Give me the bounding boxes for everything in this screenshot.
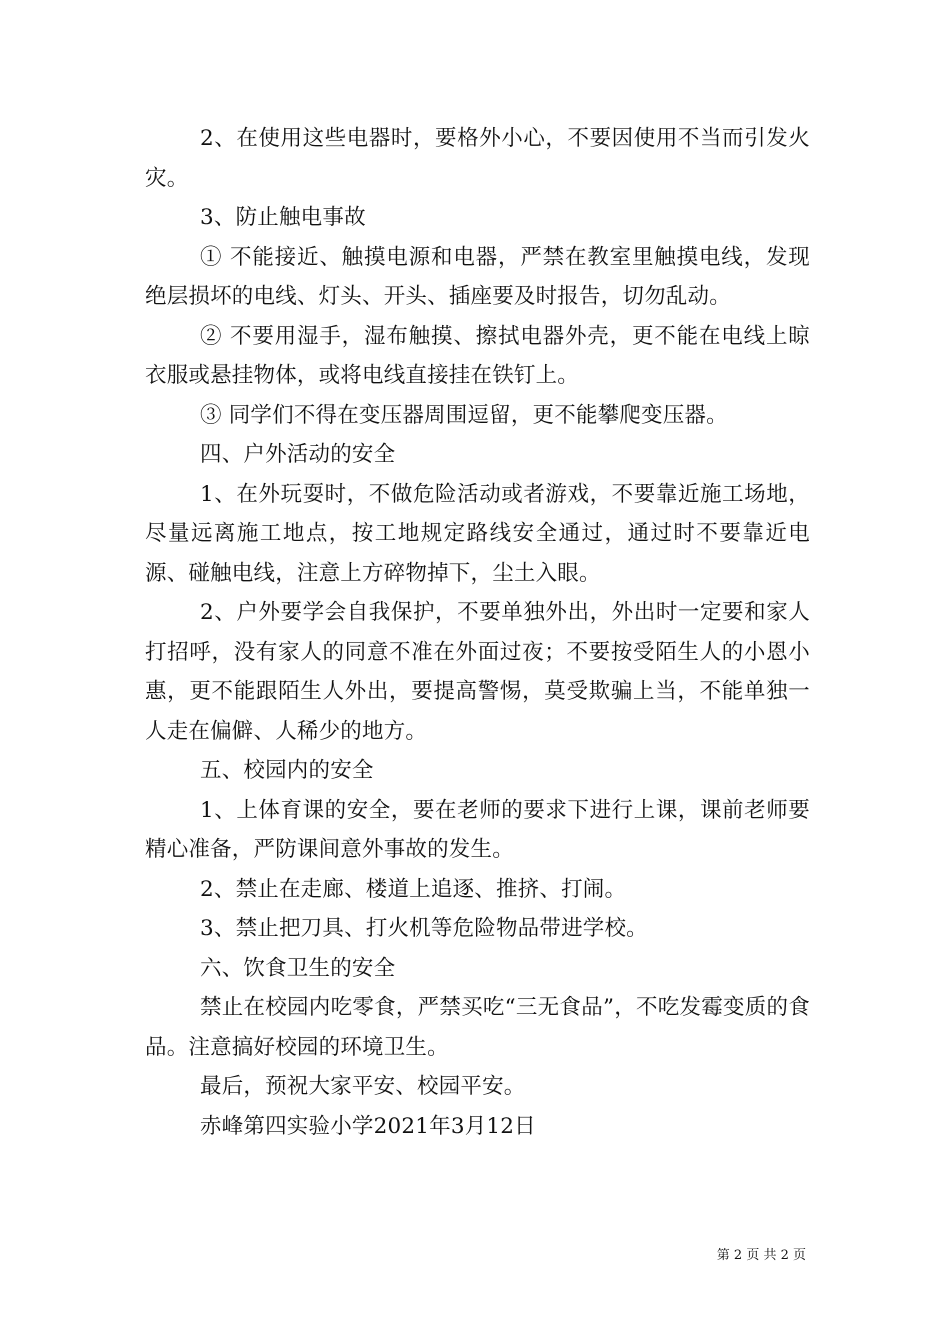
page-number: 第 2 页 共 2 页	[716, 1248, 806, 1263]
paragraph-shock-item-2: ② 不要用湿手，湿布触摸、擦拭电器外壳，更不能在电线上晾衣服或悬挂物体，或将电线直接挂在铁钉上。	[145, 323, 810, 388]
paragraph-outdoor-1: 1、在外玩耍时，不做危险活动或者游戏，不要靠近施工场地，尽量远离施工地点，按工地规定路线安全通过，通过时不要靠近电源、碰触电线，注意上方碎物掉下，尘土入眼。	[145, 481, 810, 586]
paragraph-campus-2: 2、禁止在走廊、楼道上追逐、推挤、打闹。	[200, 876, 627, 902]
paragraph-food: 禁止在校园内吃零食，严禁买吃“三无食品”，不吃发霉变质的食品。注意搞好校园的环境卫生。	[145, 995, 810, 1060]
section-heading-food: 六、饮食卫生的安全	[200, 955, 396, 981]
paragraph-shock-item-3: ③ 同学们不得在变压器周围逗留，更不能攀爬变压器。	[200, 402, 728, 428]
paragraph-fire-caution: 2、在使用这些电器时，要格外小心，不要因使用不当而引发火灾。	[145, 126, 810, 191]
paragraph-shock-item-1: ① 不能接近、触摸电源和电器，严禁在教室里触摸电线，发现绝层损坏的电线、灯头、开头、插座要及时报告，切勿乱动。	[145, 244, 810, 309]
paragraph-campus-1: 1、上体育课的安全，要在老师的要求下进行上课，课前老师要精心准备，严防课间意外事故的发生。	[145, 797, 810, 862]
section-heading-outdoor: 四、户外活动的安全	[200, 442, 396, 467]
paragraph-campus-3: 3、禁止把刀具、打火机等危险物品带进学校。	[200, 916, 648, 941]
section-heading-campus: 五、校园内的安全	[200, 758, 374, 783]
paragraph-outdoor-2: 2、户外要学会自我保护，不要单独外出，外出时一定要和家人打招呼，没有家人的同意不准在外面过夜；不要按受陌生人的小恩小惠，更不能跟陌生人外出，要提高警惕，莫受欺骗上当，不能单独一人走在偏僻、人稀少的地方。	[145, 600, 810, 744]
signature-line: 赤峰第四实验小学2021年3月12日	[200, 1113, 536, 1139]
document-body	[145, 119, 810, 1146]
paragraph-closing: 最后，预祝大家平安、校园平安。	[200, 1074, 526, 1099]
heading-electric-shock: 3、防止触电事故	[200, 205, 366, 230]
